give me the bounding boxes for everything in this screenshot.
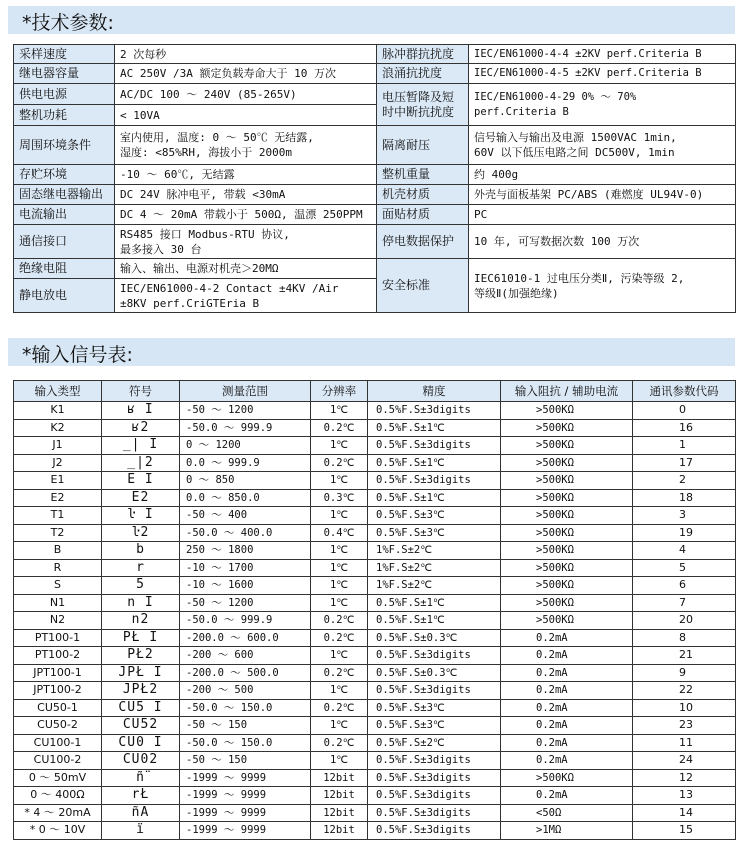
cell-impedance: >500KΩ [501,524,633,542]
cell-resolution: 12bit [311,804,368,822]
cell-accuracy: 0.5%F.S±0.3℃ [368,664,501,682]
cell-symbol: ñA [102,804,180,822]
cell-symbol: CU52 [102,717,180,735]
table-row [14,402,736,420]
spec-label: 通信接口 [14,225,115,259]
cell-resolution: 1℃ [311,559,368,577]
header-symbol: 符号 [102,381,180,402]
cell-accuracy: 0.5%F.S±1℃ [368,594,501,612]
cell-impedance: 0.2mA [501,734,633,752]
spec-label: 面贴材质 [377,205,469,225]
cell-resolution: 1℃ [311,437,368,455]
table-row [14,542,736,560]
table-row [14,787,736,805]
cell-resolution: 1℃ [311,647,368,665]
cell-comm-code: 23 [633,717,736,735]
cell-impedance: 0.2mA [501,699,633,717]
cell-resolution: 12bit [311,769,368,787]
cell-symbol: _|2 [102,454,180,472]
header-comm-code: 通讯参数代码 [633,381,736,402]
cell-resolution: 0.2℃ [311,629,368,647]
cell-range: -10 ～ 1600 [180,577,311,595]
cell-accuracy: 1%F.S±2℃ [368,559,501,577]
cell-input-type: * 0 ～ 10V [14,822,102,840]
spec-label [377,84,469,126]
cell-accuracy: 0.5%F.S±3digits [368,804,501,822]
cell-resolution: 0.2℃ [311,454,368,472]
cell-symbol: ï [102,822,180,840]
input-signal-table [13,380,736,840]
cell-symbol: r [102,559,180,577]
spec-value-line: 湿度: <85%RH, 海拔小于 2000m [120,146,292,159]
cell-range: -50.0 ～ 150.0 [180,699,311,717]
table-row [14,419,736,437]
header-resolution: 分辨率 [311,381,368,402]
cell-accuracy: 0.5%F.S±3digits [368,437,501,455]
cell-resolution: 0.4℃ [311,524,368,542]
cell-input-type: J2 [14,454,102,472]
spec-value-line: IEC/EN61000-4-2 Contact ±4KV /Air [120,281,339,295]
cell-comm-code: 6 [633,577,736,595]
cell-range: -50 ～ 150 [180,752,311,770]
cell-range: -50 ～ 150 [180,717,311,735]
cell-impedance: >500KΩ [501,472,633,490]
table-row [14,437,736,455]
cell-input-type: JPT100-2 [14,682,102,700]
cell-comm-code: 11 [633,734,736,752]
table-row [14,612,736,630]
spec-value-line: IEC/EN61000-4-29 0% ～ 70% [474,90,637,103]
cell-impedance: 0.2mA [501,629,633,647]
cell-resolution: 0.2℃ [311,664,368,682]
cell-range: 250 ～ 1800 [180,542,311,560]
cell-resolution: 12bit [311,787,368,805]
table-row [14,682,736,700]
section-header-input-signals [8,338,735,366]
cell-range: -50.0 ～ 999.9 [180,419,311,437]
spec-value-line: 室内使用, 温度: 0 ～ 50℃ 无结露, [120,131,314,144]
cell-symbol: PŁ2 [102,647,180,665]
cell-input-type: E1 [14,472,102,490]
table-row [14,822,736,840]
cell-impedance: >500KΩ [501,489,633,507]
cell-input-type: PT100-1 [14,629,102,647]
spec-label: 存贮环境 [14,165,115,185]
table-row [14,734,736,752]
spec-value [469,84,736,126]
cell-accuracy: 0.5%F.S±0.3℃ [368,629,501,647]
tech-params-table [13,44,736,313]
cell-comm-code: 21 [633,647,736,665]
cell-input-type: JPT100-1 [14,664,102,682]
spec-value: 外壳与面板基架 PC/ABS (难燃度 UL94V-0) [469,185,736,205]
cell-input-type: CU50-2 [14,717,102,735]
cell-range: -200.0 ～ 600.0 [180,629,311,647]
cell-impedance: 0.2mA [501,717,633,735]
cell-impedance: >500KΩ [501,559,633,577]
cell-symbol: ʁ I [102,402,180,420]
spec-value: AC/DC 100 ～ 240V (85-265V) [115,84,377,105]
cell-accuracy: 0.5%F.S±3digits [368,822,501,840]
cell-symbol: ñ̈ [102,769,180,787]
cell-accuracy: 1%F.S±2℃ [368,542,501,560]
cell-accuracy: 0.5%F.S±3℃ [368,507,501,525]
cell-range: -50.0 ～ 400.0 [180,524,311,542]
spec-label: 周围环境条件 [14,126,115,165]
cell-range: 0 ～ 1200 [180,437,311,455]
cell-range: -50 ～ 1200 [180,402,311,420]
cell-input-type: B [14,542,102,560]
table-header-row [14,381,736,402]
cell-symbol: 5 [102,577,180,595]
cell-resolution: 1℃ [311,402,368,420]
cell-range: -1999 ～ 9999 [180,822,311,840]
header-range: 测量范围 [180,381,311,402]
spec-label-line: 电压暂降及短 [382,89,455,104]
cell-input-type: CU100-1 [14,734,102,752]
cell-input-type: K2 [14,419,102,437]
spec-value: 输入、输出、电源对机壳＞20MΩ [115,259,377,279]
cell-resolution: 0.2℃ [311,612,368,630]
cell-resolution: 0.2℃ [311,419,368,437]
cell-resolution: 1℃ [311,507,368,525]
cell-comm-code: 5 [633,559,736,577]
cell-resolution: 1℃ [311,752,368,770]
cell-range: -200 ～ 500 [180,682,311,700]
cell-impedance: >500KΩ [501,612,633,630]
cell-range: -50 ～ 400 [180,507,311,525]
table-row [14,559,736,577]
cell-impedance: 0.2mA [501,787,633,805]
cell-resolution: 1℃ [311,682,368,700]
cell-accuracy: 0.5%F.S±1℃ [368,419,501,437]
cell-input-type: 0 ～ 50mV [14,769,102,787]
spec-value: 约 400g [469,165,736,185]
cell-comm-code: 17 [633,454,736,472]
cell-symbol: n I [102,594,180,612]
table-row [14,629,736,647]
cell-impedance: >500KΩ [501,454,633,472]
cell-resolution: 1℃ [311,577,368,595]
spec-label: 整机功耗 [14,105,115,126]
cell-comm-code: 14 [633,804,736,822]
spec-value: 10 年, 可写数据次数 100 万次 [469,225,736,259]
cell-resolution: 1℃ [311,542,368,560]
cell-comm-code: 12 [633,769,736,787]
section-title: *技术参数: [22,12,114,34]
cell-impedance: 0.2mA [501,682,633,700]
table-row [14,454,736,472]
cell-range: 0.0 ～ 850.0 [180,489,311,507]
cell-resolution: 1℃ [311,717,368,735]
cell-symbol: JPŁ2 [102,682,180,700]
spec-label: 电流输出 [14,205,115,225]
cell-symbol: rŁ [102,787,180,805]
cell-impedance: >500KΩ [501,402,633,420]
header-input-type: 输入类型 [14,381,102,402]
cell-input-type: CU100-2 [14,752,102,770]
cell-comm-code: 8 [633,629,736,647]
section-header-tech-params [8,6,735,34]
cell-impedance: 0.2mA [501,647,633,665]
spec-label: 供电电源 [14,84,115,105]
spec-value-line: ±8KV perf.CriGTEria B [120,296,260,310]
cell-range: -1999 ～ 9999 [180,804,311,822]
spec-label: 安全标准 [377,259,469,313]
cell-accuracy: 0.5%F.S±3digits [368,752,501,770]
cell-symbol: ʁ2 [102,419,180,437]
spec-value: -10 ～ 60℃, 无结露 [115,165,377,185]
spec-value [469,259,736,313]
cell-input-type: E2 [14,489,102,507]
cell-impedance: >500KΩ [501,507,633,525]
table-row [14,717,736,735]
cell-impedance: >500KΩ [501,437,633,455]
cell-comm-code: 9 [633,664,736,682]
cell-comm-code: 1 [633,437,736,455]
spec-label: 静电放电 [14,279,115,313]
cell-comm-code: 19 [633,524,736,542]
cell-comm-code: 13 [633,787,736,805]
spec-label: 隔离耐压 [377,126,469,165]
table-row [14,472,736,490]
spec-label: 脉冲群抗扰度 [377,45,469,64]
spec-value: IEC/EN61000-4-4 ±2KV perf.Criteria B [469,45,736,64]
cell-impedance: >500KΩ [501,594,633,612]
spec-value-line: 信号输入与输出及电源 1500VAC 1min, [474,131,677,144]
cell-symbol: CU0 I [102,734,180,752]
cell-input-type: N2 [14,612,102,630]
cell-comm-code: 18 [633,489,736,507]
cell-comm-code: 0 [633,402,736,420]
cell-input-type: K1 [14,402,102,420]
cell-impedance: >500KΩ [501,542,633,560]
spec-value: 2 次每秒 [115,45,377,64]
cell-input-type: 0 ～ 400Ω [14,787,102,805]
spec-value: < 10VA [115,105,377,126]
table-row [14,577,736,595]
cell-impedance: <50Ω [501,804,633,822]
table-row [14,594,736,612]
section-title: *输入信号表: [22,344,133,366]
table-row [14,647,736,665]
spec-value-line: IEC61010-1 过电压分类Ⅱ, 污染等级 2, [474,271,685,285]
cell-accuracy: 0.5%F.S±1℃ [368,489,501,507]
cell-comm-code: 7 [633,594,736,612]
cell-comm-code: 15 [633,822,736,840]
cell-accuracy: 0.5%F.S±1℃ [368,454,501,472]
cell-comm-code: 16 [633,419,736,437]
cell-symbol: b [102,542,180,560]
cell-accuracy: 0.5%F.S±3℃ [368,699,501,717]
cell-impedance: >1MΩ [501,822,633,840]
spec-label: 继电器容量 [14,64,115,84]
cell-range: 0.0 ～ 999.9 [180,454,311,472]
table-row [14,507,736,525]
cell-symbol: ŀ I [102,507,180,525]
cell-accuracy: 0.5%F.S±3digits [368,472,501,490]
spec-label: 浪涌抗扰度 [377,64,469,84]
table-row [14,752,736,770]
cell-accuracy: 0.5%F.S±2℃ [368,734,501,752]
cell-range: -50 ～ 1200 [180,594,311,612]
spec-value: IEC/EN61000-4-5 ±2KV perf.Criteria B [469,64,736,84]
cell-symbol: n2 [102,612,180,630]
cell-input-type: J1 [14,437,102,455]
cell-input-type: * 4 ～ 20mA [14,804,102,822]
cell-range: -10 ～ 1700 [180,559,311,577]
cell-accuracy: 0.5%F.S±3digits [368,769,501,787]
spec-value: PC [469,205,736,225]
cell-accuracy: 0.5%F.S±3digits [368,647,501,665]
spec-label: 机壳材质 [377,185,469,205]
cell-resolution: 0.3℃ [311,489,368,507]
cell-comm-code: 10 [633,699,736,717]
spec-value-line: RS485 接口 Modbus-RTU 协议, [120,227,290,241]
cell-comm-code: 22 [633,682,736,700]
table-row [14,664,736,682]
cell-impedance: >500KΩ [501,769,633,787]
cell-accuracy: 0.5%F.S±3℃ [368,717,501,735]
spec-value: AC 250V /3A 额定负载寿命大于 10 万次 [115,64,377,84]
table-row [14,699,736,717]
cell-impedance: 0.2mA [501,664,633,682]
cell-symbol: CU5 I [102,699,180,717]
spec-label: 采样速度 [14,45,115,64]
cell-range: -1999 ～ 9999 [180,769,311,787]
header-accuracy: 精度 [368,381,501,402]
cell-symbol: JPŁ I [102,664,180,682]
cell-accuracy: 1%F.S±2℃ [368,577,501,595]
cell-symbol: E I [102,472,180,490]
spec-value-line: 60V 以下低压电路之间 DC500V, 1min [474,146,675,159]
spec-label-line: 时中断抗扰度 [382,104,455,119]
cell-resolution: 0.2℃ [311,734,368,752]
cell-impedance: >500KΩ [501,577,633,595]
spec-label: 固态继电器输出 [14,185,115,205]
cell-input-type: S [14,577,102,595]
cell-input-type: CU50-1 [14,699,102,717]
spec-value [115,225,377,259]
cell-range: 0 ～ 850 [180,472,311,490]
spec-value [115,126,377,165]
table-row [14,769,736,787]
spec-label: 停电数据保护 [377,225,469,259]
cell-symbol: ŀ2 [102,524,180,542]
cell-resolution: 1℃ [311,472,368,490]
spec-value [115,279,377,313]
cell-symbol: PŁ I [102,629,180,647]
cell-range: -1999 ～ 9999 [180,787,311,805]
cell-comm-code: 24 [633,752,736,770]
cell-input-type: T1 [14,507,102,525]
cell-resolution: 1℃ [311,594,368,612]
cell-resolution: 0.2℃ [311,699,368,717]
cell-accuracy: 0.5%F.S±3digits [368,402,501,420]
cell-accuracy: 0.5%F.S±3℃ [368,524,501,542]
cell-impedance: >500KΩ [501,419,633,437]
cell-range: -50.0 ～ 150.0 [180,734,311,752]
table-row [14,489,736,507]
cell-impedance: 0.2mA [501,752,633,770]
cell-range: -200.0 ～ 500.0 [180,664,311,682]
table-row [14,804,736,822]
cell-accuracy: 0.5%F.S±3digits [368,787,501,805]
spec-value-line: 最多接入 30 台 [120,242,202,256]
cell-comm-code: 20 [633,612,736,630]
cell-input-type: T2 [14,524,102,542]
spec-value-line: 等级Ⅱ(加强绝缘) [474,286,559,300]
cell-comm-code: 4 [633,542,736,560]
cell-symbol: _| I [102,437,180,455]
cell-range: -200 ～ 600 [180,647,311,665]
cell-input-type: R [14,559,102,577]
header-impedance: 输入阻抗 / 辅助电流 [501,381,633,402]
cell-symbol: E2 [102,489,180,507]
table-row [14,524,736,542]
spec-value: DC 24V 脉冲电平, 带载 <30mA [115,185,377,205]
spec-value-line: perf.Criteria B [474,105,569,118]
cell-comm-code: 2 [633,472,736,490]
cell-accuracy: 0.5%F.S±1℃ [368,612,501,630]
cell-symbol: CU02 [102,752,180,770]
spec-label: 整机重量 [377,165,469,185]
spec-label: 绝缘电阻 [14,259,115,279]
cell-accuracy: 0.5%F.S±3digits [368,682,501,700]
spec-value: DC 4 ～ 20mA 带载小于 500Ω, 温漂 250PPM [115,205,377,225]
cell-range: -50.0 ～ 999.9 [180,612,311,630]
spec-value [469,126,736,165]
cell-comm-code: 3 [633,507,736,525]
cell-input-type: N1 [14,594,102,612]
cell-input-type: PT100-2 [14,647,102,665]
cell-resolution: 12bit [311,822,368,840]
